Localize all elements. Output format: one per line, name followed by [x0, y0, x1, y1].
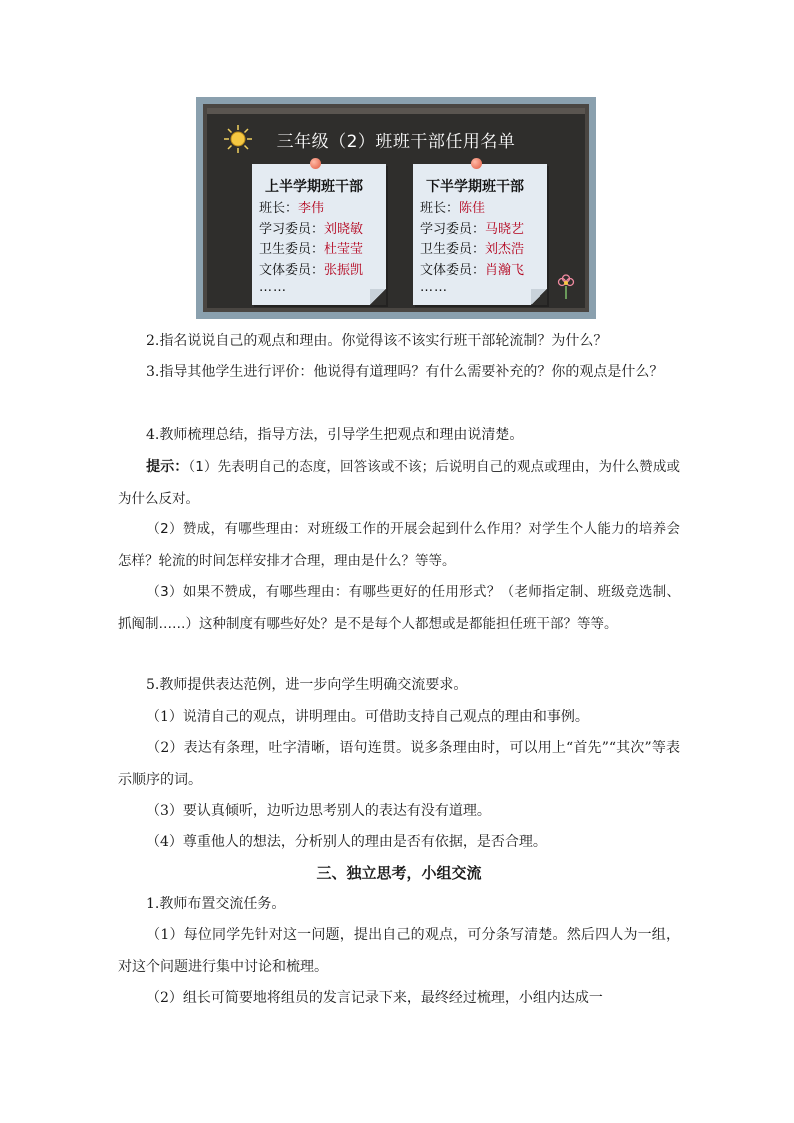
task-paragraph-1: 1.教师布置交流任务。	[146, 896, 286, 912]
section-heading-3: 三、独立思考，小组交流	[316, 864, 482, 882]
role-line: 卫生委员：杜莹莹	[259, 242, 364, 257]
task-item-2: （2）组长可简要地将组员的发言记录下来，最终经过梳理，小组内达成一	[146, 990, 603, 1006]
role-line: 学习委员：刘晓敏	[259, 221, 364, 237]
pushpin-icon	[471, 158, 482, 169]
requirement-1: （1）说清自己的观点，讲明理由。可借助支持自己观点的理由和事例。	[146, 709, 589, 725]
card-title: 上半学期班干部	[265, 179, 363, 195]
role-line: 文体委员：肖瀚飞	[420, 262, 525, 278]
first-half-cadre-card	[252, 164, 386, 305]
tip-paragraph-1: 提示：（1）先表明自己的态度，回答该或不该；后说明自己的观点或理由，为什么赞成或为什么反对。	[118, 459, 681, 507]
paragraph-step-3: 3.指导其他学生进行评价：他说得有道理吗？有什么需要补充的？你的观点是什么？	[146, 364, 664, 380]
paragraph-step-2: 2.指名说说自己的观点和理由。你觉得该不该实行班干部轮流制？为什么？	[146, 333, 608, 349]
paragraph-step-5: 5.教师提供表达范例，进一步向学生明确交流要求。	[146, 677, 468, 693]
tip-paragraph-2: （2）赞成，有哪些理由：对班级工作的开展会起到什么作用？对学生个人能力的培养会怎样？轮流的时间怎样安排才合理，理由是什么？等等。	[118, 521, 680, 569]
requirement-4: （4）尊重他人的想法，分析别人的理由是否有依据，是否合理。	[146, 834, 547, 850]
paragraph-step-4: 4.教师梳理总结，指导方法，引导学生把观点和理由说清楚。	[146, 427, 524, 443]
task-item-1: （1）每位同学先针对这一问题，提出自己的观点，可分条写清楚。然后四人为一组，对这个问题进行集中讨论和梳理。	[118, 927, 680, 975]
ellipsis: ……	[420, 280, 448, 295]
blackboard	[203, 104, 589, 312]
tip-label: 提示：	[146, 459, 189, 475]
class-cadre-board-image	[196, 97, 596, 319]
pushpin-icon	[310, 158, 321, 169]
role-line: 班长：李伟	[259, 201, 325, 216]
role-line: 文体委员：张振凯	[259, 262, 364, 278]
flower-icon	[555, 274, 577, 300]
role-line: 班长：陈佳	[420, 201, 486, 216]
role-line: 学习委员：马晓艺	[420, 221, 525, 237]
requirement-3: （3）要认真倾听，边听边思考别人的表达有没有道理。	[146, 803, 491, 819]
board-title: 三年级（2）班班干部任用名单	[276, 132, 516, 152]
second-half-cadre-card	[413, 164, 547, 305]
tip-paragraph-3: （3）如果不赞成，有哪些理由：有哪些更好的任用形式？（老师指定制、班级竞选制、抓阄制……）这种制度有哪些好处？是不是每个人都想或是都能担任班干部？等等。	[118, 584, 680, 632]
ellipsis: ……	[259, 280, 287, 295]
card-title: 下半学期班干部	[426, 179, 524, 195]
requirement-2: （2）表达有条理，吐字清晰，语句连贯。说多条理由时，可以用上“首先”“其次”等表示顺序的词。	[118, 740, 680, 788]
role-line: 卫生委员：刘杰浩	[420, 242, 525, 257]
